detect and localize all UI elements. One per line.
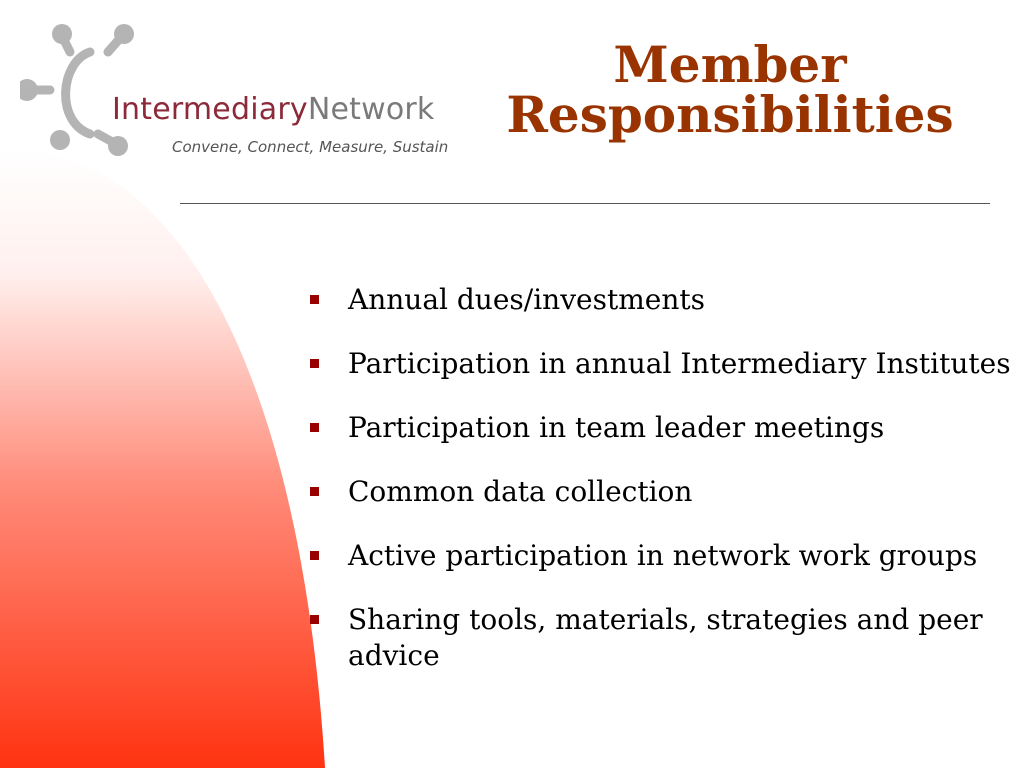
square-bullet-icon	[310, 359, 319, 368]
square-bullet-icon	[310, 295, 319, 304]
bullet-text: Active participation in network work groups	[348, 539, 978, 572]
bullet-text: Annual dues/investments	[348, 283, 705, 316]
bullet-item	[310, 602, 1020, 674]
slide-title	[470, 35, 990, 144]
bullet-list	[310, 282, 1020, 702]
title-divider	[180, 203, 990, 204]
bullet-text: Sharing tools, materials, strategies and peer advice	[348, 603, 983, 672]
bullet-item	[310, 282, 1020, 318]
bullet-text: Participation in team leader meetings	[348, 411, 885, 444]
intermediary-network-logo	[20, 22, 460, 162]
logo-wordmark-network: Network	[307, 92, 435, 127]
slide-title-line-2: Responsibilities	[506, 85, 954, 144]
logo-tagline: Convene, Connect, Measure, Sustain	[172, 138, 449, 156]
bullet-item	[310, 474, 1020, 510]
bullet-item	[310, 346, 1020, 382]
bullet-item	[310, 410, 1020, 446]
logo-wordmark	[112, 92, 435, 128]
square-bullet-icon	[310, 487, 319, 496]
logo-wordmark-intermediary: Intermediary	[112, 92, 308, 127]
square-bullet-icon	[310, 615, 319, 624]
slide-title-line-1: Member	[613, 35, 847, 94]
bullet-text: Participation in annual Intermediary Institutes	[348, 347, 1011, 380]
bullet-item	[310, 538, 1020, 574]
square-bullet-icon	[310, 423, 319, 432]
bullet-text: Common data collection	[348, 475, 693, 508]
square-bullet-icon	[310, 551, 319, 560]
